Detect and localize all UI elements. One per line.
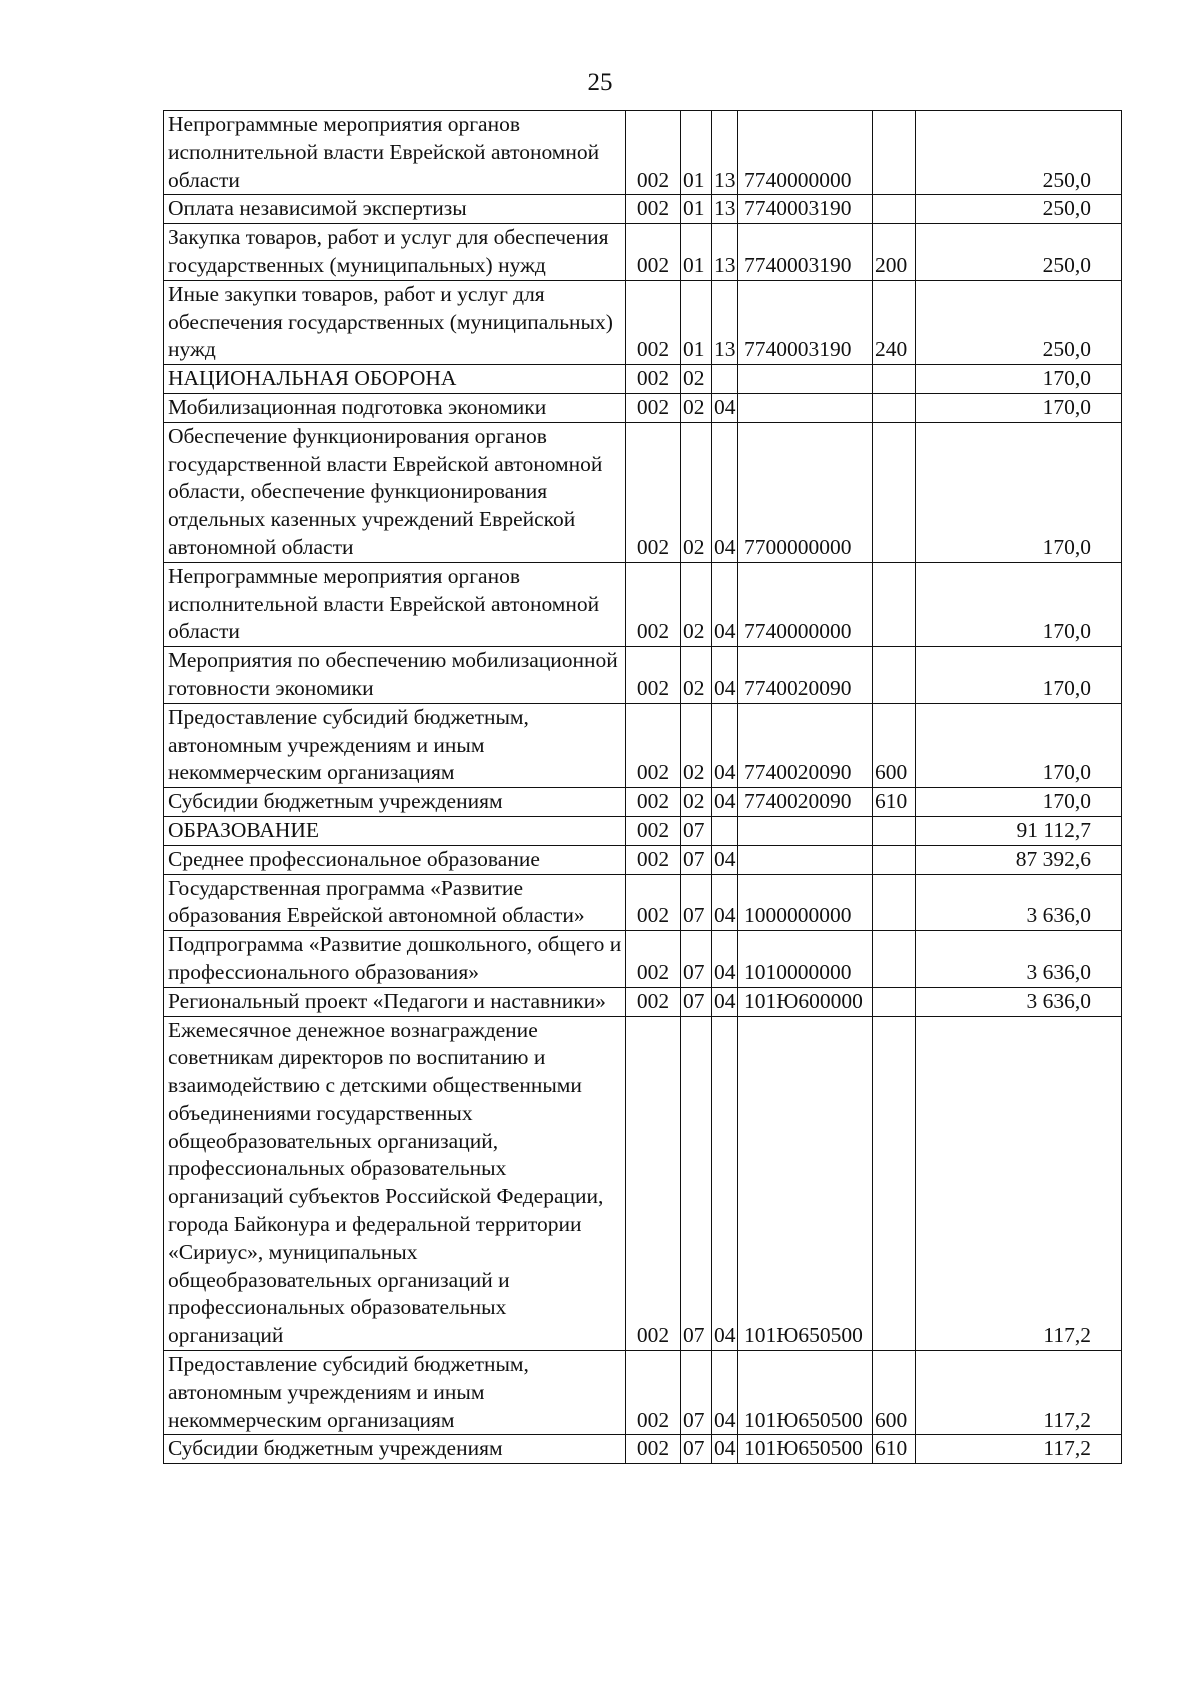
- row-expense-type: [873, 874, 916, 931]
- row-amount: 250,0: [916, 111, 1122, 195]
- row-admin-code: 002: [626, 874, 681, 931]
- row-subsection-code: 13: [712, 111, 738, 195]
- row-admin-code: 002: [626, 280, 681, 364]
- row-amount: 250,0: [916, 280, 1122, 364]
- table-row: [164, 987, 1122, 1016]
- table-row: [164, 280, 1122, 364]
- row-section-code: 07: [681, 987, 712, 1016]
- row-amount: 170,0: [916, 703, 1122, 787]
- row-target-article: 101Ю600000: [738, 987, 873, 1016]
- row-admin-code: 002: [626, 647, 681, 704]
- row-name: Государственная программа «Развитие образования Еврейской автономной области»: [164, 874, 626, 931]
- row-subsection-code: 04: [712, 562, 738, 646]
- row-target-article: 7740000000: [738, 111, 873, 195]
- row-target-article: 101Ю650500: [738, 1351, 873, 1435]
- row-subsection-code: 04: [712, 874, 738, 931]
- row-subsection-code: 13: [712, 280, 738, 364]
- row-expense-type: [873, 1016, 916, 1351]
- page-number: 25: [587, 69, 613, 96]
- row-name: Оплата независимой экспертизы: [164, 195, 626, 224]
- row-target-article: 7700000000: [738, 422, 873, 562]
- row-section-code: 01: [681, 111, 712, 195]
- row-subsection-code: 04: [712, 647, 738, 704]
- row-section-code: 07: [681, 1351, 712, 1435]
- row-subsection-code: 04: [712, 1351, 738, 1435]
- table-row: [164, 1016, 1122, 1351]
- row-subsection-code: 04: [712, 1435, 738, 1464]
- row-admin-code: 002: [626, 195, 681, 224]
- table-row: [164, 562, 1122, 646]
- row-subsection-code: 04: [712, 845, 738, 874]
- row-expense-type: [873, 845, 916, 874]
- row-section-code: 07: [681, 1435, 712, 1464]
- row-section-code: 07: [681, 816, 712, 845]
- row-name: Мероприятия по обеспечению мобилизационной готовности экономики: [164, 647, 626, 704]
- row-subsection-code: 04: [712, 393, 738, 422]
- row-admin-code: 002: [626, 1351, 681, 1435]
- row-section-code: 01: [681, 195, 712, 224]
- row-target-article: [738, 393, 873, 422]
- row-section-code: 01: [681, 280, 712, 364]
- table-row: [164, 703, 1122, 787]
- table-row: [164, 931, 1122, 988]
- row-subsection-code: 04: [712, 422, 738, 562]
- row-amount: 170,0: [916, 647, 1122, 704]
- row-expense-type: [873, 816, 916, 845]
- row-admin-code: 002: [626, 987, 681, 1016]
- row-target-article: 101Ю650500: [738, 1435, 873, 1464]
- row-section-code: 02: [681, 647, 712, 704]
- row-amount: 170,0: [916, 393, 1122, 422]
- row-amount: 3 636,0: [916, 874, 1122, 931]
- row-target-article: 7740020090: [738, 647, 873, 704]
- row-name: Иные закупки товаров, работ и услуг для обеспечения государственных (муниципальных) нужд: [164, 280, 626, 364]
- row-admin-code: 002: [626, 562, 681, 646]
- row-expense-type: [873, 365, 916, 394]
- row-subsection-code: 13: [712, 224, 738, 281]
- row-name: Подпрограмма «Развитие дошкольного, общего и профессионального образования»: [164, 931, 626, 988]
- row-amount: 87 392,6: [916, 845, 1122, 874]
- row-amount: 117,2: [916, 1351, 1122, 1435]
- row-section-code: 02: [681, 788, 712, 817]
- row-section-code: 02: [681, 562, 712, 646]
- table-row: [164, 788, 1122, 817]
- row-target-article: 1000000000: [738, 874, 873, 931]
- row-amount: 250,0: [916, 195, 1122, 224]
- row-name: Предоставление субсидий бюджетным, автономным учреждениям и иным некоммерческим организациям: [164, 703, 626, 787]
- row-expense-type: 610: [873, 1435, 916, 1464]
- row-amount: 117,2: [916, 1435, 1122, 1464]
- table-row: [164, 816, 1122, 845]
- row-expense-type: [873, 422, 916, 562]
- row-section-code: 07: [681, 845, 712, 874]
- row-amount: 170,0: [916, 562, 1122, 646]
- row-name: Региональный проект «Педагоги и наставники»: [164, 987, 626, 1016]
- row-admin-code: 002: [626, 224, 681, 281]
- row-amount: 170,0: [916, 788, 1122, 817]
- row-expense-type: [873, 647, 916, 704]
- row-name: Ежемесячное денежное вознаграждение советникам директоров по воспитанию и взаимодействию с детскими общественными объединениями государственных общеобразовательных организаций, профессиональных образовательных организаций субъектов Российской Федерации, города Байконура и федеральной территории «Сириус», муниципальных общеобразовательных организаций и профессиональных образовательных организаций: [164, 1016, 626, 1351]
- table-row: [164, 1435, 1122, 1464]
- row-subsection-code: [712, 365, 738, 394]
- row-name: ОБРАЗОВАНИЕ: [164, 816, 626, 845]
- row-target-article: 1010000000: [738, 931, 873, 988]
- row-name: НАЦИОНАЛЬНАЯ ОБОРОНА: [164, 365, 626, 394]
- row-admin-code: 002: [626, 816, 681, 845]
- table-row: [164, 647, 1122, 704]
- row-name: Закупка товаров, работ и услуг для обеспечения государственных (муниципальных) нужд: [164, 224, 626, 281]
- row-admin-code: 002: [626, 365, 681, 394]
- row-section-code: 02: [681, 393, 712, 422]
- row-expense-type: 600: [873, 1351, 916, 1435]
- row-section-code: 02: [681, 365, 712, 394]
- row-target-article: [738, 816, 873, 845]
- row-name: Непрограммные мероприятия органов исполнительной власти Еврейской автономной области: [164, 111, 626, 195]
- table-row: [164, 422, 1122, 562]
- row-section-code: 07: [681, 1016, 712, 1351]
- row-expense-type: 600: [873, 703, 916, 787]
- row-subsection-code: 13: [712, 195, 738, 224]
- row-subsection-code: 04: [712, 788, 738, 817]
- row-admin-code: 002: [626, 1016, 681, 1351]
- row-name: Среднее профессиональное образование: [164, 845, 626, 874]
- row-name: Предоставление субсидий бюджетным, автономным учреждениям и иным некоммерческим организациям: [164, 1351, 626, 1435]
- row-subsection-code: 04: [712, 703, 738, 787]
- row-admin-code: 002: [626, 788, 681, 817]
- row-subsection-code: [712, 816, 738, 845]
- row-amount: 91 112,7: [916, 816, 1122, 845]
- row-amount: 117,2: [916, 1016, 1122, 1351]
- row-admin-code: 002: [626, 931, 681, 988]
- row-expense-type: 200: [873, 224, 916, 281]
- row-expense-type: [873, 393, 916, 422]
- row-expense-type: [873, 195, 916, 224]
- budget-table: [163, 110, 1122, 1464]
- table-row: [164, 111, 1122, 195]
- row-section-code: 02: [681, 703, 712, 787]
- row-target-article: [738, 365, 873, 394]
- row-target-article: 7740000000: [738, 562, 873, 646]
- row-expense-type: 610: [873, 788, 916, 817]
- row-subsection-code: 04: [712, 931, 738, 988]
- table-row: [164, 845, 1122, 874]
- table-row: [164, 365, 1122, 394]
- table-row: [164, 224, 1122, 281]
- row-name: Субсидии бюджетным учреждениям: [164, 788, 626, 817]
- row-expense-type: 240: [873, 280, 916, 364]
- row-admin-code: 002: [626, 845, 681, 874]
- row-amount: 170,0: [916, 365, 1122, 394]
- row-name: Обеспечение функционирования органов государственной власти Еврейской автономной области, обеспечение функционирования отдельных казенных учреждений Еврейской автономной области: [164, 422, 626, 562]
- row-amount: 3 636,0: [916, 931, 1122, 988]
- table-row: [164, 874, 1122, 931]
- row-amount: 3 636,0: [916, 987, 1122, 1016]
- row-subsection-code: 04: [712, 1016, 738, 1351]
- row-expense-type: [873, 987, 916, 1016]
- row-subsection-code: 04: [712, 987, 738, 1016]
- row-target-article: 101Ю650500: [738, 1016, 873, 1351]
- table-row: [164, 393, 1122, 422]
- row-target-article: 7740020090: [738, 703, 873, 787]
- row-admin-code: 002: [626, 393, 681, 422]
- table-row: [164, 1351, 1122, 1435]
- row-section-code: 02: [681, 422, 712, 562]
- row-admin-code: 002: [626, 422, 681, 562]
- row-name: Непрограммные мероприятия органов исполнительной власти Еврейской автономной области: [164, 562, 626, 646]
- row-target-article: 7740003190: [738, 280, 873, 364]
- row-admin-code: 002: [626, 703, 681, 787]
- row-expense-type: [873, 931, 916, 988]
- row-section-code: 01: [681, 224, 712, 281]
- row-section-code: 07: [681, 931, 712, 988]
- row-name: Субсидии бюджетным учреждениям: [164, 1435, 626, 1464]
- row-amount: 170,0: [916, 422, 1122, 562]
- row-target-article: 7740003190: [738, 195, 873, 224]
- row-amount: 250,0: [916, 224, 1122, 281]
- row-admin-code: 002: [626, 111, 681, 195]
- row-target-article: [738, 845, 873, 874]
- row-admin-code: 002: [626, 1435, 681, 1464]
- row-target-article: 7740003190: [738, 224, 873, 281]
- row-expense-type: [873, 111, 916, 195]
- row-name: Мобилизационная подготовка экономики: [164, 393, 626, 422]
- row-expense-type: [873, 562, 916, 646]
- row-section-code: 07: [681, 874, 712, 931]
- row-target-article: 7740020090: [738, 788, 873, 817]
- table-row: [164, 195, 1122, 224]
